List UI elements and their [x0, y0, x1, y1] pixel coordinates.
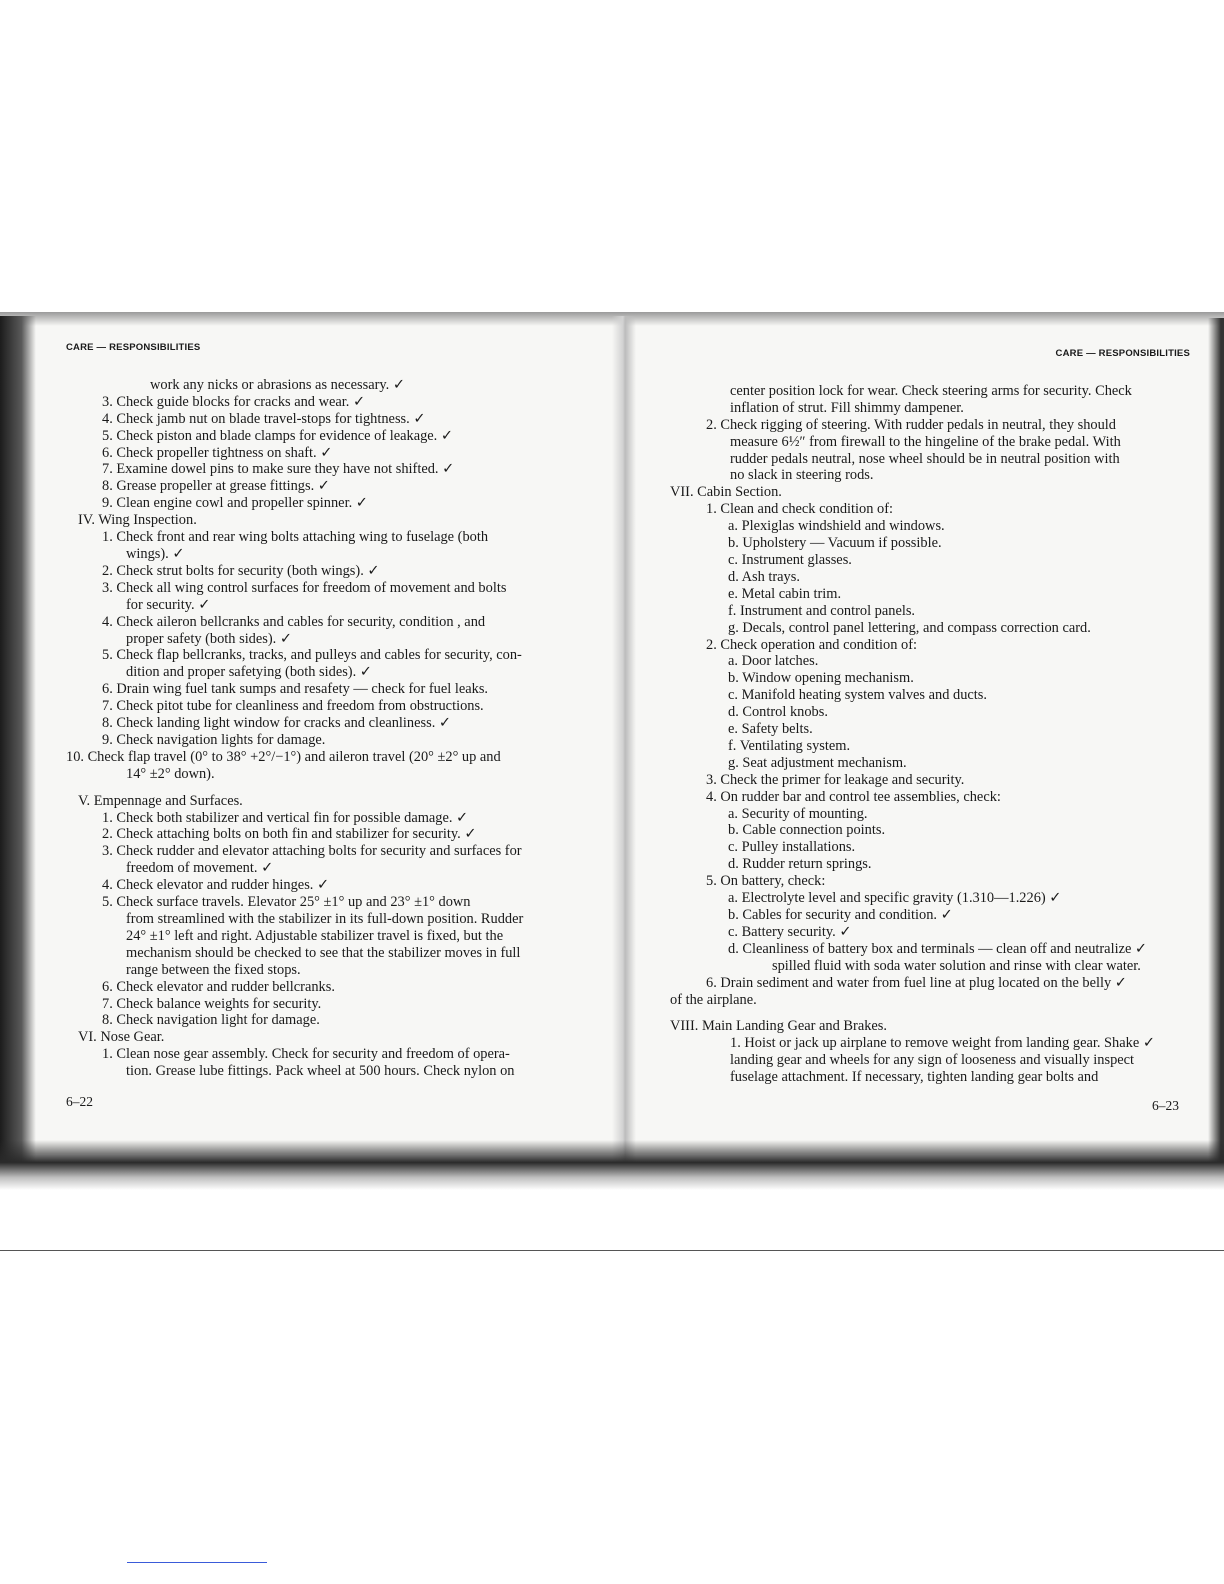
text-line: 6. Check propeller tightness on shaft. ✓ [102, 444, 333, 461]
text-line: a. Door latches. [728, 653, 819, 670]
text-line: a. Electrolyte level and specific gravity (1.310—1.226) ✓ [728, 890, 1062, 907]
text-line: f. Ventilating system. [728, 737, 851, 754]
text-line: 3. Check all wing control surfaces for freedom of movement and bolts [102, 579, 507, 596]
text-line: measure 6½″ from firewall to the hingeline of the brake pedal. With [730, 433, 1121, 450]
text-line: 8. Check navigation light for damage. [102, 1012, 320, 1029]
text-line: VII. Cabin Section. [670, 484, 782, 501]
text-line: 8. Grease propeller at grease fittings. ✓ [102, 478, 330, 495]
text-line: 5. Check piston and blade clamps for evidence of leakage. ✓ [102, 427, 453, 444]
text-line: 6. Check elevator and rudder bellcranks. [102, 978, 335, 995]
text-line: 3. Check rudder and elevator attaching bolts for security and surfaces for [102, 843, 522, 860]
text-line: mechanism should be checked to see that the stabilizer moves in full [126, 944, 521, 961]
text-line: b. Upholstery — Vacuum if possible. [728, 535, 942, 552]
text-line: dition and proper safetying (both sides). ✓ [126, 664, 372, 681]
text-line: c. Manifold heating system valves and ducts. [728, 687, 987, 704]
text-line: 4. Check jamb nut on blade travel-stops for tightness. ✓ [102, 410, 426, 427]
text-line: 7. Examine dowel pins to make sure they have not shifted. ✓ [102, 461, 455, 478]
text-line: of the airplane. [670, 991, 757, 1008]
text-line: 1. Clean and check condition of: [706, 501, 894, 518]
text-line: spilled fluid with soda water solution and rinse with clear water. [772, 957, 1141, 974]
text-line: e. Safety belts. [728, 721, 813, 738]
text-line: 7. Check pitot tube for cleanliness and freedom from obstructions. [102, 698, 484, 715]
hyperlink-underline [127, 1562, 267, 1563]
text-line: proper safety (both sides). ✓ [126, 630, 292, 647]
text-line: 4. On rudder bar and control tee assemblies, check: [706, 788, 1001, 805]
text-line: a. Plexiglas windshield and windows. [728, 518, 945, 535]
text-line: 2. Check strut bolts for security (both wings). ✓ [102, 562, 380, 579]
text-line: from streamlined with the stabilizer in its full-down position. Rudder [126, 911, 524, 927]
text-line: work any nicks or abrasions as necessary. ✓ [150, 376, 405, 393]
text-line: freedom of movement. ✓ [126, 860, 274, 877]
text-line: 2. Check attaching bolts on both fin and stabilizer for security. ✓ [102, 826, 477, 843]
text-line: 3. Check the primer for leakage and security. [706, 771, 965, 788]
text-line: d. Rudder return springs. [728, 856, 872, 873]
left-page-number: 6–22 [66, 1094, 93, 1109]
left-page-edge-shadow [0, 316, 36, 1176]
text-line: no slack in steering rods. [730, 467, 874, 484]
text-line: a. Security of mounting. [728, 805, 868, 822]
paragraph-gap [670, 1008, 1190, 1018]
paragraph-gap [66, 783, 586, 793]
text-line: wings). ✓ [126, 545, 185, 562]
left-page [66, 340, 586, 1080]
text-line: 8. Check landing light window for cracks and cleanliness. ✓ [102, 715, 451, 732]
text-line: 6. Drain sediment and water from fuel line at plug located on the belly ✓ [706, 974, 1127, 991]
text-line: b. Cables for security and condition. ✓ [728, 907, 953, 923]
text-line: tion. Grease lube fittings. Pack wheel at 500 hours. Check nylon on [126, 1063, 515, 1080]
text-line: 4. Check aileron bellcranks and cables for security, condition , and [102, 613, 486, 630]
right-page [670, 346, 1190, 1086]
left-page-header: CARE — RESPONSIBILITIES [66, 342, 201, 353]
text-line: 24° ±1° left and right. Adjustable stabilizer travel is fixed, but the [126, 927, 504, 944]
text-line: 1. Clean nose gear assembly. Check for security and freedom of opera- [102, 1046, 510, 1063]
text-line: g. Seat adjustment mechanism. [728, 754, 907, 771]
text-line: 5. Check surface travels. Elevator 25° ±1° up and 23° ±1° down [102, 894, 471, 911]
text-line: 10. Check flap travel (0° to 38° +2°/−1°) and aileron travel (20° ±2° up and [66, 748, 501, 765]
text-line: c. Instrument glasses. [728, 551, 852, 568]
text-line: 1. Hoist or jack up airplane to remove weight from landing gear. Shake ✓ [730, 1035, 1155, 1052]
text-line: IV. Wing Inspection. [78, 512, 197, 529]
text-line: 1. Check both stabilizer and vertical fin for possible damage. ✓ [102, 809, 469, 826]
text-line: 9. Check navigation lights for damage. [102, 731, 326, 748]
text-line: 3. Check guide blocks for cracks and wear. ✓ [102, 393, 366, 410]
text-line: 5. Check flap bellcranks, tracks, and pulleys and cables for security, con- [102, 647, 522, 664]
text-line: f. Instrument and control panels. [728, 602, 916, 619]
text-line: 14° ±2° down). [126, 765, 215, 782]
right-page-edge-shadow [1208, 318, 1224, 1178]
text-line: inflation of strut. Fill shimmy dampener. [730, 399, 964, 416]
text-line: for security. ✓ [126, 596, 211, 613]
text-line: landing gear and wheels for any sign of looseness and visually inspect [730, 1052, 1135, 1069]
text-line: b. Cable connection points. [728, 822, 886, 839]
text-line: 4. Check elevator and rudder hinges. ✓ [102, 877, 330, 894]
text-line: 2. Check rigging of steering. With rudder pedals in neutral, they should [706, 416, 1116, 433]
text-line: 5. On battery, check: [706, 873, 826, 890]
text-line: 6. Drain wing fuel tank sumps and resafety — check for fuel leaks. [102, 681, 489, 698]
text-line: 2. Check operation and condition of: [706, 636, 918, 653]
text-line: c. Pulley installations. [728, 839, 856, 856]
text-line: range between the fixed stops. [126, 961, 301, 978]
text-line: 7. Check balance weights for security. [102, 995, 322, 1012]
text-line: b. Window opening mechanism. [728, 670, 914, 687]
text-line: d. Ash trays. [728, 568, 800, 585]
book-gutter [612, 316, 636, 1176]
scan-bottom-shadow [0, 1140, 1224, 1190]
text-line: V. Empennage and Surfaces. [78, 792, 243, 809]
text-line: VIII. Main Landing Gear and Brakes. [670, 1018, 887, 1035]
text-line: VI. Nose Gear. [78, 1029, 165, 1046]
text-line: 9. Clean engine cowl and propeller spinner. ✓ [102, 495, 368, 512]
text-line: d. Control knobs. [728, 704, 828, 721]
text-line: c. Battery security. ✓ [728, 923, 852, 940]
scan-bottom-rule [0, 1250, 1224, 1251]
text-line: 1. Check front and rear wing bolts attaching wing to fuselage (both [102, 529, 489, 546]
left-page-body [66, 377, 586, 1080]
text-line: rudder pedals neutral, nose wheel should be in neutral position with [730, 450, 1120, 467]
right-page-header: CARE — RESPONSIBILITIES [1055, 348, 1190, 359]
text-line: g. Decals, control panel lettering, and compass correction card. [728, 619, 1091, 636]
text-line: e. Metal cabin trim. [728, 585, 842, 602]
right-page-number: 6–23 [1152, 1098, 1179, 1113]
text-line: center position lock for wear. Check steering arms for security. Check [730, 382, 1132, 399]
text-line: d. Cleanliness of battery box and terminals — clean off and neutralize ✓ [728, 940, 1147, 957]
text-line: fuselage attachment. If necessary, tighten landing gear bolts and [730, 1069, 1099, 1086]
right-page-body [670, 383, 1190, 1086]
